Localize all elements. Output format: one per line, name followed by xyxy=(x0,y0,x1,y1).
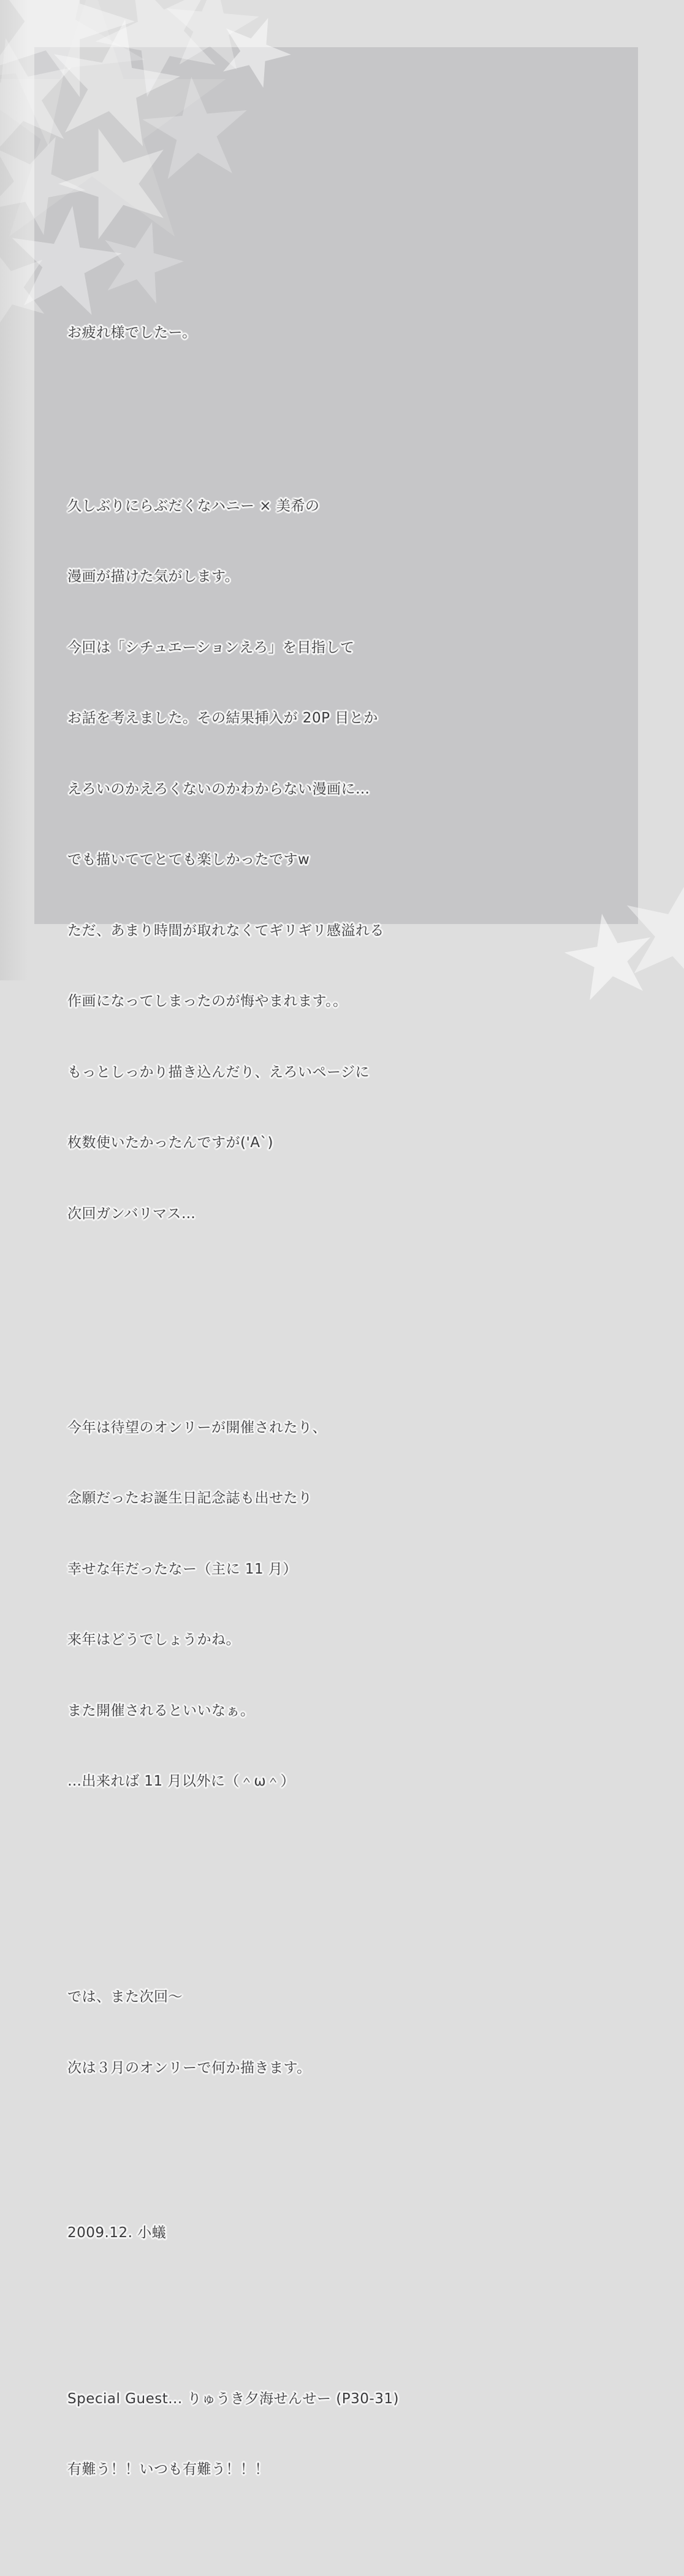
greeting-line: お疲れ様でしたー。 xyxy=(67,324,197,341)
paragraph-about-book xyxy=(67,447,619,1273)
afterword-line: 今年は待望のオンリーが開催されたり、 xyxy=(67,1419,327,1436)
paragraph-next-time xyxy=(67,1938,619,2127)
afterword-line: 今回は「シチュエーションえろ」を目指して xyxy=(67,639,355,656)
afterword-line: もっとしっかり描き込んだり、えろいページに xyxy=(67,1064,370,1080)
afterword-line: 次は３月のオンリーで何か描きます。 xyxy=(67,2059,311,2076)
afterword-line: 枚数使いたかったんですが('A`) xyxy=(67,1135,274,1151)
afterword-line: では、また次回～ xyxy=(67,1989,183,2005)
paragraph-about-year xyxy=(67,1369,619,1841)
scan-edge-shading xyxy=(0,0,28,980)
afterword-line: また開催されるといいなぁ。 xyxy=(67,1702,255,1719)
afterword-line: Special Guest... りゅうき夕海せんせー (P30-31) xyxy=(67,2390,399,2407)
afterword-line: お話を考えました。その結果挿入が 20P 目とか xyxy=(67,710,378,726)
afterword-text xyxy=(67,250,619,2576)
afterword-line: …出来れば 11 月以外に（＾ω＾） xyxy=(67,1773,295,1789)
afterword-line: でも描いててとても楽しかったですw xyxy=(67,852,310,868)
afterword-line: 次回ガンバリマス… xyxy=(67,1205,196,1222)
afterword-line: 久しぶりにらぶだくなハニー × 美希の xyxy=(67,498,320,514)
afterword-line: 作画になってしまったのが悔やまれます。。 xyxy=(67,993,348,1009)
paragraph-special-guest xyxy=(67,2340,619,2529)
afterword-line: 有難う！！いつも有難う！！！ xyxy=(67,2461,269,2477)
afterword-line: えろいのかえろくないのかわからない漫画に… xyxy=(67,781,370,797)
afterword-line: 念願だったお誕生日記念誌も出せたり xyxy=(67,1490,313,1506)
afterword-line: 幸せな年だったなー（主に 11 月） xyxy=(67,1561,297,1577)
signature-line: 2009.12. 小蟻 xyxy=(67,2224,167,2241)
afterword-line: ただ、あまり時間が取れなくてギリギリ感溢れる xyxy=(67,922,384,939)
afterword-line: 漫画が描けた気がします。 xyxy=(67,569,240,585)
afterword-line: 来年はどうでしょうかね。 xyxy=(67,1632,240,1648)
